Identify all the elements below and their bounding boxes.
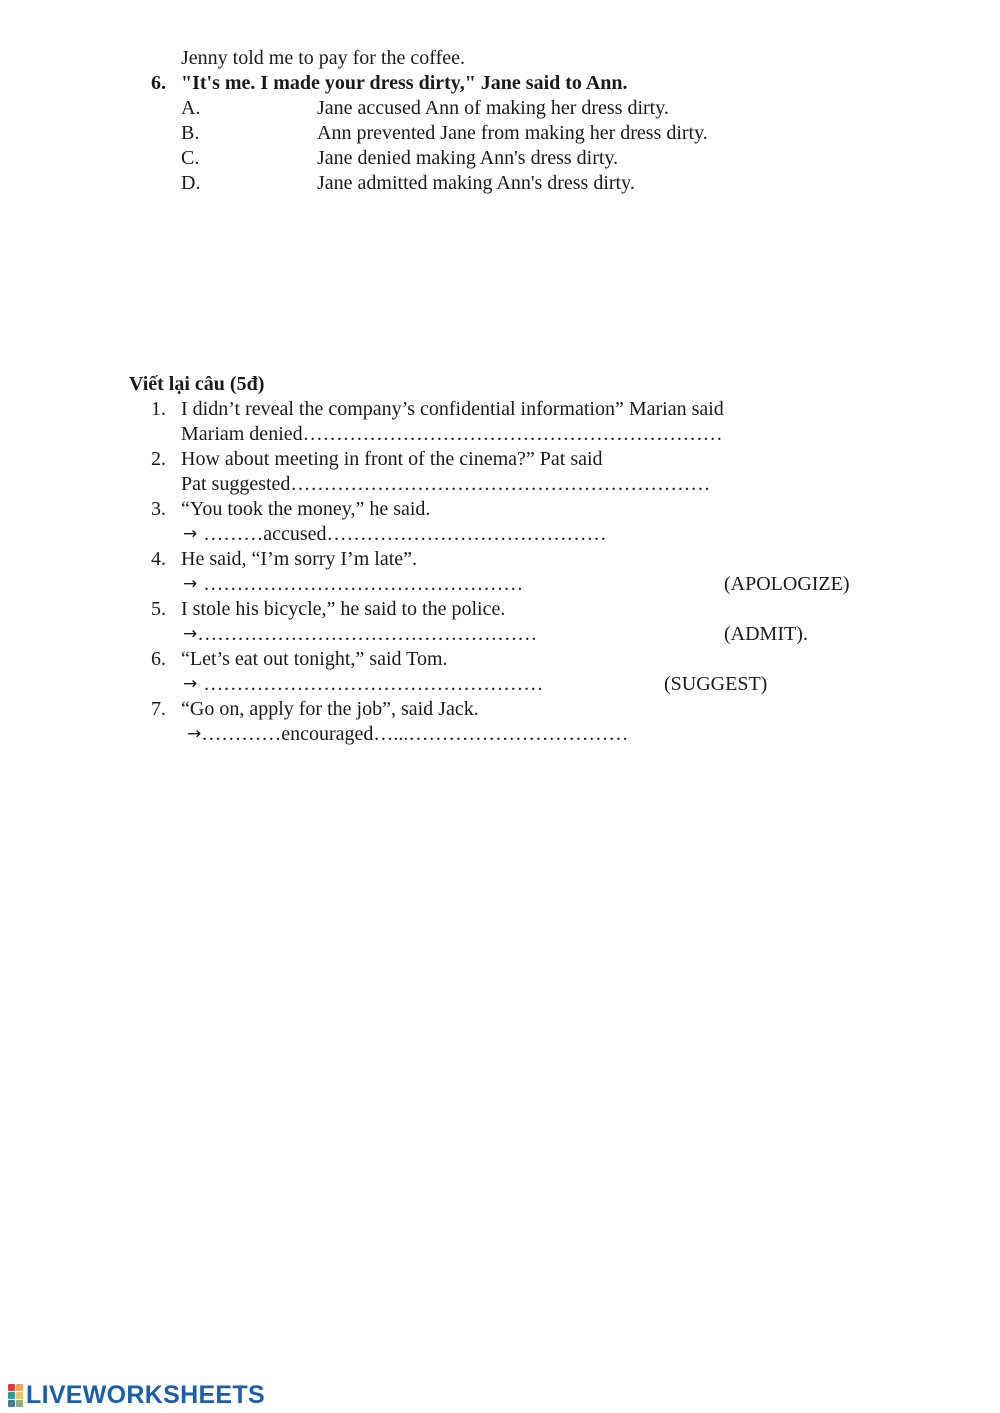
answer-row <box>183 672 543 697</box>
item-sentence: I didn’t reveal the company’s confidential information” Marian said <box>181 398 724 420</box>
hint-keyword: (ADMIT). <box>724 623 808 645</box>
right-arrow-icon: → <box>183 524 198 544</box>
section-heading: Viết lại câu (5đ) <box>129 373 265 395</box>
item-sentence: How about meeting in front of the cinema?” Pat said <box>181 448 603 470</box>
liveworksheets-logo <box>8 1380 265 1410</box>
answer-row <box>183 572 523 597</box>
option-text-b[interactable]: Ann prevented Jane from making her dress dirty. <box>317 122 708 144</box>
right-arrow-icon: → <box>183 624 198 644</box>
previous-answer-text: Jenny told me to pay for the coffee. <box>181 47 465 69</box>
hint-keyword: (APOLOGIZE) <box>724 573 850 595</box>
item-sentence: “Go on, apply for the job”, said Jack. <box>181 698 479 720</box>
answer-row <box>183 522 607 547</box>
item-number: 1. <box>151 398 166 420</box>
item-number: 6. <box>151 648 166 670</box>
question-number: 6. <box>151 72 166 94</box>
right-arrow-icon: → <box>187 724 202 744</box>
option-letter-b: B. <box>181 122 200 144</box>
question-prompt: "It's me. I made your dress dirty," Jane said to Ann. <box>181 72 628 94</box>
brand-name: LIVEWORKSHEETS <box>26 1380 265 1409</box>
answer-row <box>183 622 537 647</box>
answer-field[interactable]: Pat suggested……………………………………………………… <box>181 473 711 495</box>
answer-field[interactable]: ………………………………………… <box>203 573 524 595</box>
item-number: 5. <box>151 598 166 620</box>
answer-field[interactable]: Mariam denied……………………………………………………… <box>181 423 723 445</box>
item-sentence: “Let’s eat out tonight,” said Tom. <box>181 648 448 670</box>
option-letter-a: A. <box>181 97 201 119</box>
hint-keyword: (SUGGEST) <box>664 673 768 695</box>
right-arrow-icon: → <box>183 574 198 594</box>
item-sentence: “You took the money,” he said. <box>181 498 431 520</box>
option-text-d[interactable]: Jane admitted making Ann's dress dirty. <box>317 172 635 194</box>
answer-row <box>187 722 628 747</box>
option-text-c[interactable]: Jane denied making Ann's dress dirty. <box>317 147 619 169</box>
answer-field[interactable]: …………………………………………… <box>197 623 538 645</box>
logo-blocks-icon <box>8 1384 23 1407</box>
item-sentence: I stole his bicycle,” he said to the police. <box>181 598 506 620</box>
option-letter-c: C. <box>181 147 200 169</box>
item-sentence: He said, “I’m sorry I’m late”. <box>181 548 418 570</box>
option-letter-d: D. <box>181 172 201 194</box>
answer-field[interactable]: …………………………………………… <box>203 673 544 695</box>
right-arrow-icon: → <box>183 674 198 694</box>
item-number: 7. <box>151 698 166 720</box>
item-number: 2. <box>151 448 166 470</box>
answer-field[interactable]: ………accused…………………………………… <box>203 523 607 545</box>
answer-field[interactable]: …………encouraged…...…………………………… <box>201 723 629 745</box>
item-number: 3. <box>151 498 166 520</box>
option-text-a[interactable]: Jane accused Ann of making her dress dirty. <box>317 97 669 119</box>
item-number: 4. <box>151 548 166 570</box>
